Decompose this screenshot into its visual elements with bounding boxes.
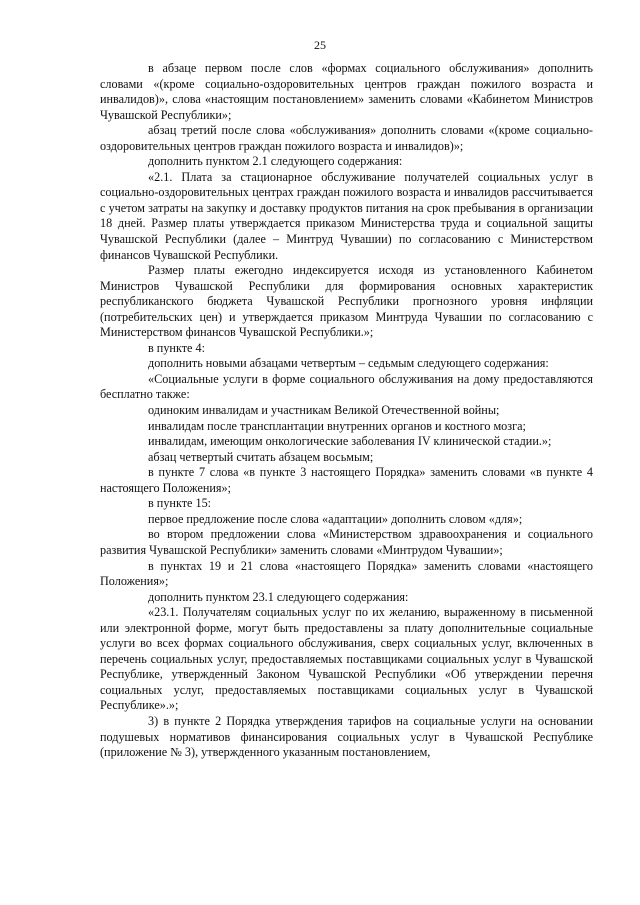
paragraph-17: в пунктах 19 и 21 слова «настоящего Порядка» заменить словами «настоящего Положения»; xyxy=(100,558,593,589)
paragraph-13: в пункте 7 слова «в пункте 3 настоящего Порядка» заменить словами «в пункте 4 настоящего Положения»; xyxy=(100,465,593,495)
paragraph-12: абзац четвертый считать абзацем восьмым; xyxy=(148,449,374,464)
paragraph-5: Размер платы ежегодно индексируется исходя из установленного Кабинетом Министров Чувашской Республики для формирования основных характеристик республиканского бюджета Чувашской Республики прогнозного уровня инфляции (потребительских цен) и утверждается приказом Минтруда Чувашии по согласованию с Министерством финансов Чувашской Республики.»; xyxy=(100,263,593,340)
paragraph-1: в абзаце первом после слов «формах социального обслуживания» дополнить словами «(кроме социально-оздоровительных центров граждан пожилого возраста и инвалидов)», слова «настоящим постановлением» заменить словами «Кабинетом Министров Чувашской Республики»; xyxy=(100,61,593,122)
paragraph-4: «2.1. Плата за стационарное обслуживание получателей социальных услуг в социально-оздоровительных центрах граждан пожилого возраста и инвалидов рассчитывается с учетом затраты на закупку и доставку продуктов питания на срок пребывания в организации 18 дней. Размер платы утверждается приказом Министерства труда и социальной защиты Чувашской Республики (далее – Минтруд Чувашии) по согласованию с Министерством финансов Чувашской Республики. xyxy=(100,169,593,262)
paragraph-3: дополнить пунктом 2.1 следующего содержания: xyxy=(148,154,403,169)
paragraph-9: одиноким инвалидам и участникам Великой Отечественной войны; xyxy=(148,403,500,418)
paragraph-11: инвалидам, имеющим онкологические заболевания IV клинической стадии.»; xyxy=(148,434,552,449)
paragraph-19: «23.1. Получателям социальных услуг по их желанию, выраженному в письменной или электронной форме, могут быть предоставлены за плату дополнительные социальные услуги во всех формах социального обслуживания, сверх социальных услуг, включенных в перечень социальных услуг, предоставляемых поставщиками социальных услуг в Чувашской Республике, утвержденный Законом Чувашской Республики «Об утверждении перечня социальных услуг, предоставляемых поставщиками социальных услуг в Чувашской Республике».»; xyxy=(100,605,593,713)
paragraph-14: в пункте 15: xyxy=(148,496,212,511)
paragraph-18: дополнить пунктом 23.1 следующего содержания: xyxy=(148,589,409,604)
paragraph-10: инвалидам после трансплантации внутренних органов и костного мозга; xyxy=(148,418,526,433)
paragraph-2: абзац третий после слова «обслуживания» дополнить словами «(кроме социально-оздоровительных центров граждан пожилого возраста и инвалидов)»; xyxy=(100,123,593,153)
page-number: 25 xyxy=(314,38,326,52)
paragraph-15: первое предложение после слова «адаптации» дополнить словом «для»; xyxy=(148,511,523,526)
paragraph-8: «Социальные услуги в форме социального обслуживания на дому предоставляются бесплатно также: xyxy=(100,371,593,402)
paragraph-7: дополнить новыми абзацами четвертым – седьмым следующего содержания: xyxy=(148,356,549,371)
paragraph-16: во втором предложении слова «Министерством здравоохранения и социального развития Чувашской Республики» заменить словами «Минтрудом Чувашии»; xyxy=(100,527,593,557)
paragraph-6: в пункте 4: xyxy=(148,340,205,355)
document-body xyxy=(100,61,593,761)
paragraph-20: 3) в пункте 2 Порядка утверждения тарифов на социальные услуги на основании подушевых нормативов финансирования социальных услуг в Чувашской Республике (приложение № 3), утвержденного указанным постановлением, xyxy=(100,713,593,760)
